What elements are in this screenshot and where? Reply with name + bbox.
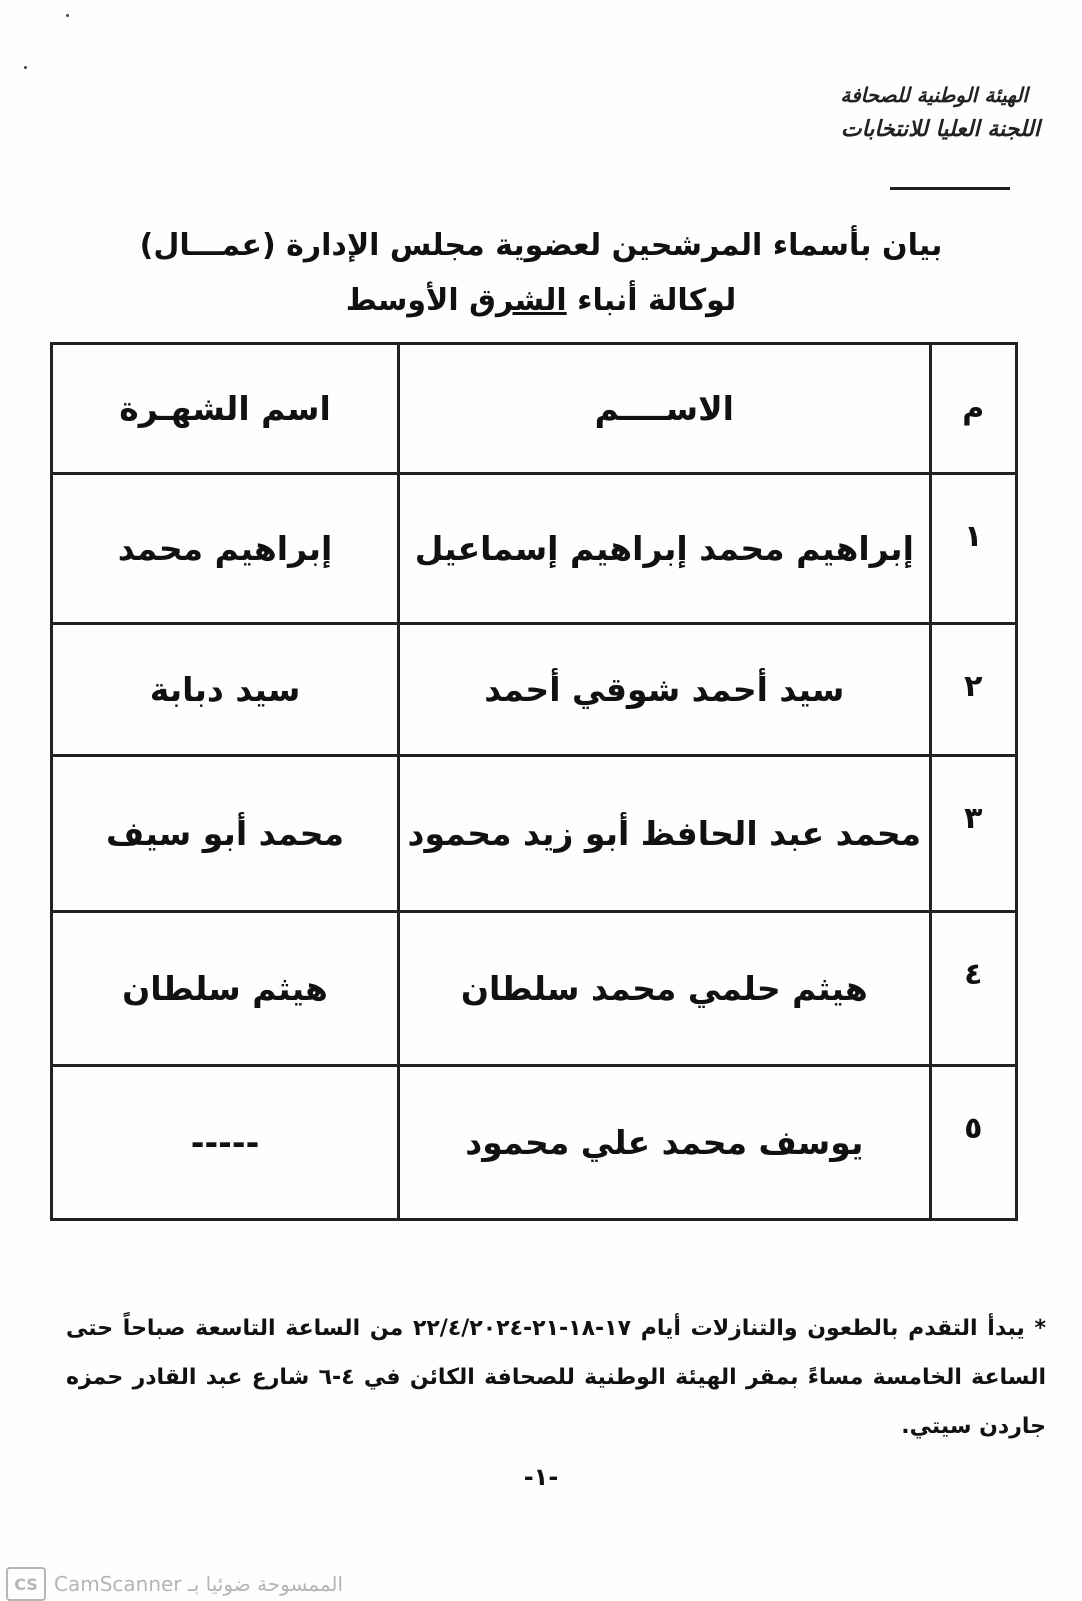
page-number: -١- (523, 1463, 559, 1491)
candidate-nickname: محمد أبو سيف (52, 756, 399, 912)
candidate-name: سيد أحمد شوقي أحمد (399, 624, 931, 756)
camscanner-text: CamScanner الممسوحة ضوئيا بـ (54, 1572, 344, 1596)
row-number: ٣ (930, 756, 1016, 912)
header-line-2: اللجنة العليا للانتخابات (840, 116, 1040, 142)
candidate-nickname: ----- (52, 1066, 399, 1220)
scan-speck (24, 66, 27, 69)
table-row (52, 756, 1017, 912)
row-number: ١ (930, 474, 1016, 624)
document-subtitle (0, 283, 1082, 318)
header-name: الاســــم (399, 344, 931, 474)
row-number: ٥ (930, 1066, 1016, 1220)
candidate-nickname: هيثم سلطان (52, 912, 399, 1066)
candidate-nickname: إبراهيم محمد (52, 474, 399, 624)
appeals-note: * يبدأ التقدم بالطعون والتنازلات أيام ١٧-١٨-٢١-٢٢/٤/٢٠٢٤ من الساعة التاسعة صباحاً حتى الساعة الخامسة مساءً بمقر الهيئة الوطنية للصحافة الكائن في ٤-٦ شارع عبد القادر حمزه جاردن سيتي. (66, 1316, 1046, 1439)
candidate-nickname: سيد دبابة (52, 624, 399, 756)
candidate-name: هيثم حلمي محمد سلطان (399, 912, 931, 1066)
handwritten-header (820, 78, 1040, 146)
row-number: ٢ (930, 624, 1016, 756)
header-number: م (930, 344, 1016, 474)
row-number: ٤ (930, 912, 1016, 1066)
header-nickname: اسم الشهـرة (52, 344, 399, 474)
camscanner-logo-icon: CS (6, 1567, 46, 1601)
table-row (52, 912, 1017, 1066)
candidate-name: يوسف محمد علي محمود (399, 1066, 931, 1220)
header-line-1: الهيئة الوطنية للصحافة (840, 83, 1028, 107)
table-header-row (52, 344, 1017, 474)
candidate-name: محمد عبد الحافظ أبو زيد محمود (399, 756, 931, 912)
header-underline (890, 187, 1010, 190)
subtitle-underlined-word: الشرق (469, 283, 567, 318)
table-row (52, 624, 1017, 756)
table-row (52, 474, 1017, 624)
subtitle-prefix: لوكالة أنباء (566, 283, 737, 318)
camscanner-watermark (6, 1568, 343, 1600)
document-title: بيان بأسماء المرشحين لعضوية مجلس الإدارة (عمـــال) (139, 228, 943, 263)
table-row (52, 1066, 1017, 1220)
scan-speck (66, 14, 69, 17)
subtitle-suffix: الأوسط (345, 283, 470, 318)
candidate-name: إبراهيم محمد إبراهيم إسماعيل (399, 474, 931, 624)
candidates-table (50, 342, 1018, 1221)
